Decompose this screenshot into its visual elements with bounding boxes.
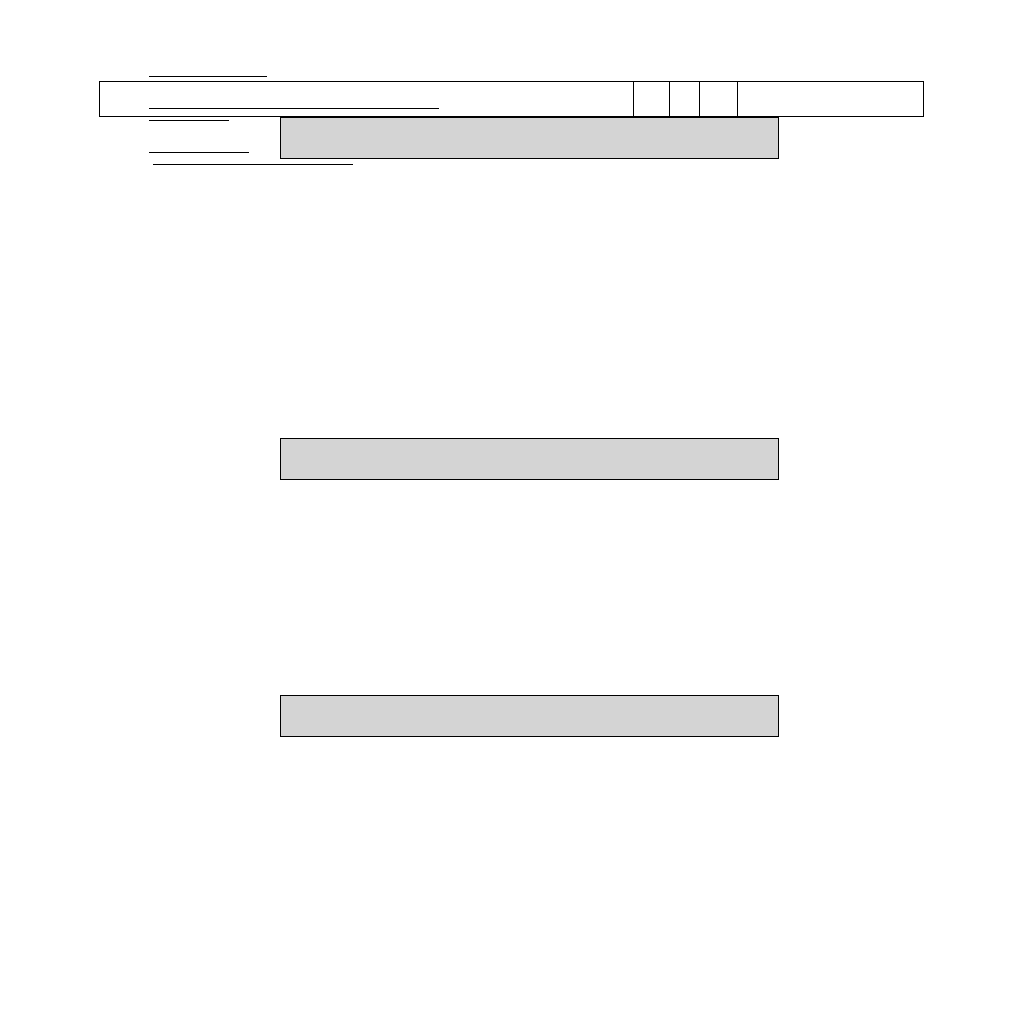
comments-header-cell	[737, 81, 924, 117]
section-c-header	[280, 695, 779, 737]
item-header-cell	[99, 81, 634, 117]
y-header-cell	[633, 81, 670, 117]
section-a-header	[280, 117, 779, 159]
na-header-cell	[699, 81, 738, 117]
n-header-cell	[669, 81, 700, 117]
date-field[interactable]	[149, 138, 249, 153]
section-b-header	[280, 438, 779, 480]
